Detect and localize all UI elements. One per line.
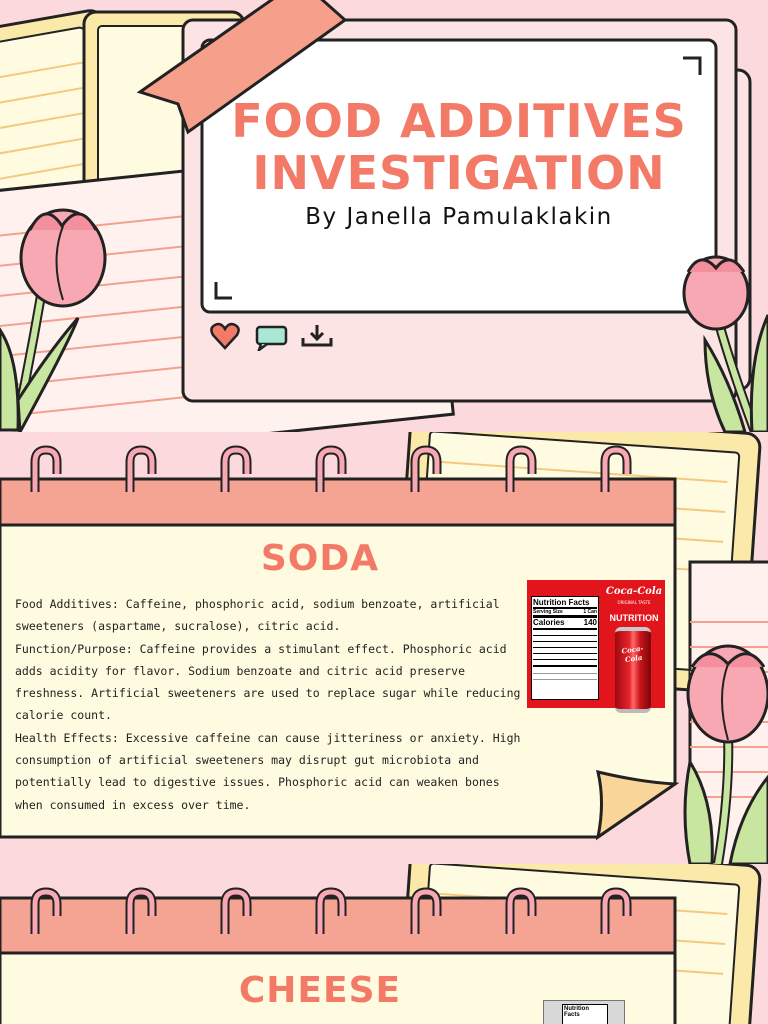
cheese-heading: CHEESE xyxy=(238,970,402,1011)
nutrition-label xyxy=(531,596,599,700)
cover-title xyxy=(202,95,716,199)
serving-size-label: Serving Size xyxy=(533,609,563,615)
calories-label: Calories xyxy=(533,618,565,627)
spiral-rings-cheese xyxy=(0,874,680,944)
can-brand: Coca-Cola xyxy=(620,643,644,665)
cheese-nutrition-label: Nutrition Facts xyxy=(562,1004,608,1024)
serving-size-value: 1 Can xyxy=(583,609,597,615)
soda-slide xyxy=(0,432,768,864)
nutrition-label-title: Nutrition Facts xyxy=(533,598,597,609)
soda-body: Food Additives: Caffeine, phosphoric acid, sodium benzoate, artificial sweeteners (aspartame, sucralose), citric acid. Function/Purpose: Caffeine provides a stimulant effect. Phosphoric acid adds acidity for flavor. Sodium benzoate and citric acid preserve freshness. Artificial sweeteners are used to replace sugar while reducing calorie count. Health Effects: Excessive caffeine can cause jitteriness or anxiety. High consumption of artificial sweeteners may disrupt gut microbiota and potentially lead to digestive issues. Phosphoric acid can weaken bones when consumed in excess over time. xyxy=(15,597,521,812)
nutrition-word: NUTRITION xyxy=(609,613,659,623)
cover-slide xyxy=(0,0,768,432)
download-icon[interactable] xyxy=(300,322,334,350)
comment-icon[interactable] xyxy=(255,325,289,351)
cover-byline: By Janella Pamulaklakin xyxy=(305,204,613,230)
soda-heading: SODA xyxy=(260,538,380,579)
brand-script: Coca-Cola xyxy=(605,586,663,597)
coca-cola-nutrition-image xyxy=(527,580,665,708)
soda-can xyxy=(615,627,651,713)
heart-icon[interactable] xyxy=(210,322,240,350)
cover-title-line2: INVESTIGATION xyxy=(252,146,666,200)
brand-subtitle: ORIGINAL TASTE xyxy=(617,600,651,605)
calories-value: 140 xyxy=(583,618,597,627)
cover-title-line1: FOOD ADDITIVES xyxy=(231,94,687,148)
cheese-slide xyxy=(0,864,768,1024)
cheese-label-image xyxy=(543,1000,625,1024)
spiral-rings xyxy=(0,432,680,507)
